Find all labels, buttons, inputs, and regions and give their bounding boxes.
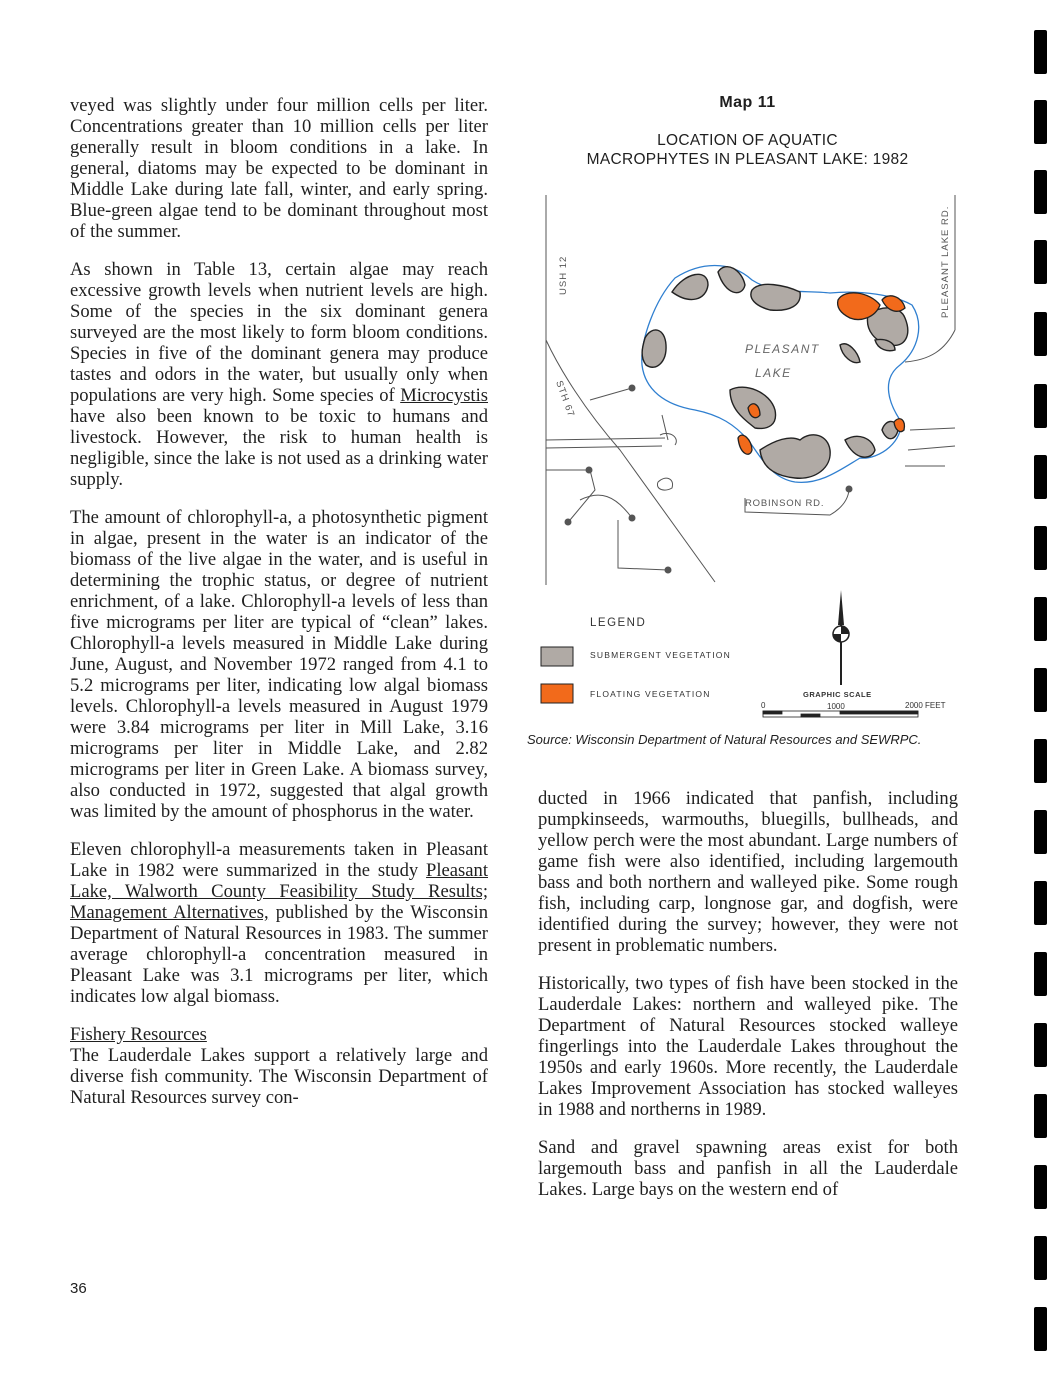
label-pleasant-lake-rd: PLEASANT LAKE RD. — [940, 205, 951, 318]
left-text-column — [70, 95, 488, 1108]
pleasant-lake-map — [520, 180, 970, 730]
text-run: Eleven chlorophyll-a measurements taken in Pleasant Lake in 1982 were summarized in the study — [70, 839, 488, 881]
map-source-note: Source: Wisconsin Department of Natural Resources and SEWRPC. — [527, 732, 922, 747]
microcystis-term: Microcystis — [400, 385, 488, 406]
small-channel — [660, 415, 676, 445]
submergent-patch — [845, 436, 875, 457]
paragraph-fish-community: The Lauderdale Lakes support a relatively large and diverse fish community. The Wisconsin Department of Natural Resources survey con- — [70, 1045, 488, 1108]
submergent-patch — [672, 274, 708, 299]
binding-tab — [1034, 952, 1047, 996]
scale-title: GRAPHIC SCALE — [803, 690, 872, 699]
floating-patch — [738, 435, 752, 454]
road-endpoint — [665, 567, 672, 574]
small-pond — [657, 478, 672, 490]
submergent-patch — [642, 330, 666, 367]
paragraph-fish-survey: ducted in 1966 indicated that panfish, including pumpkinseeds, warmouths, bluegills, bullheads, and yellow perch were the most abundant. Large numbers of game fish were also identified, including largemouth bass and both northern and walleyed pike. Some rough fish, including carp, longnose gar, and dogfish, were identified during the survey; however, they were not present in problematic numbers. — [538, 788, 958, 956]
road-endpoint — [586, 467, 593, 474]
road-endpoint — [565, 519, 572, 526]
road-endpoint — [629, 385, 636, 392]
heading-fishery-resources: Fishery Resources — [70, 1024, 207, 1045]
section-fishery — [70, 1024, 488, 1108]
submergent-patch — [751, 284, 800, 310]
paragraph-algae-growth — [70, 259, 488, 490]
east-shore-roads — [905, 428, 955, 466]
legend-submergent-swatch — [541, 647, 573, 666]
map-title-line2: MACROPHYTES IN PLEASANT LAKE: 1982 — [586, 151, 909, 168]
submergent-patch — [718, 267, 745, 293]
legend-floating-label: FLOATING VEGETATION — [590, 689, 711, 699]
binding-tab — [1034, 312, 1047, 356]
map-title — [530, 131, 965, 169]
north-arrow-icon — [833, 590, 849, 685]
binding-tab — [1034, 1023, 1047, 1067]
binding-tab — [1034, 240, 1047, 284]
pleasant-lake-road-bend — [905, 330, 955, 362]
binding-tab — [1034, 170, 1047, 214]
page-number: 36 — [70, 1280, 87, 1297]
binding-tab — [1034, 1236, 1047, 1280]
text-run: have also been known to be toxic to humans and livestock. However, the risk to human health is negligible, since the lake is not used as a drinking water supply. — [70, 406, 488, 490]
legend-submergent-label: SUBMERGENT VEGETATION — [590, 650, 731, 660]
binding-tab — [1034, 668, 1047, 712]
map-title-line1: LOCATION OF AQUATIC — [657, 132, 838, 149]
legend-title: LEGEND — [590, 617, 647, 629]
study-title: Pleasant Lake, Walworth County Feasibility Study Results; Management Alternatives, — [70, 860, 488, 923]
text-run: published by the Wisconsin Department of Natural Resources in 1983. The summer average chlorophyll-a concentration measured in Pleasant Lake was 3.1 micrograms per liter, which indicates low algal biomass. — [70, 902, 488, 1007]
road-endpoint — [629, 515, 636, 522]
scale-bar — [763, 711, 918, 717]
binding-tab — [1034, 455, 1047, 499]
road-endpoint — [846, 486, 853, 493]
side-road-west — [546, 470, 595, 520]
east-west-road — [546, 438, 665, 448]
binding-tab — [1034, 739, 1047, 783]
paragraph-chlorophyll: The amount of chlorophyll-a, a photosynthetic pigment in algae, present in the water is an indicator of the biomass of the live algae in the water, and is useful in determining the trophic status, or degree of nutrient enrichment, of a lake. Chlorophyll-a levels of less than five micrograms per liter are typical of “clean” lakes. Chlorophyll-a levels measured in Middle Lake during June, August, and November 1972 ranged from 4.1 to 5.2 micrograms per liter, indicating low algal biomass levels. Chlorophyll-a levels measured in August 1979 were 3.84 micrograms per liter in Mill Lake, 3.16 micrograms per liter in Middle Lake, and 2.82 micrograms per liter in Green Lake. A biomass survey, also conducted in 1972, suggested that algal growth was limited by the amount of phosphorus in the water. — [70, 507, 488, 822]
scale-mid: 1000 — [827, 702, 845, 711]
binding-tab — [1034, 1094, 1047, 1138]
binding-tab — [1034, 384, 1047, 428]
label-lake-name-2: LAKE — [755, 366, 792, 380]
paragraph-fish-stocking: Historically, two types of fish have been stocked in the Lauderdale Lakes: northern and walleyed pike. The Department of Natural Resources stocked walleye fingerlings into the Lauderdale Lakes throughout the 1950s and early 1960s. More recently, the Lauderdale Lakes Improvement Association has stocked walleyes in 1988 and northerns in 1989. — [538, 973, 958, 1120]
binding-tab — [1034, 810, 1047, 854]
paragraph-pleasant-lake-chlorophyll — [70, 839, 488, 1007]
label-lake-name-1: PLEASANT — [745, 342, 820, 356]
binding-tab — [1034, 881, 1047, 925]
binding-tab — [1034, 1307, 1047, 1351]
submergent-patch — [760, 435, 830, 478]
label-robinson-rd: ROBINSON RD. — [745, 498, 825, 509]
paragraph-algae-cells: veyed was slightly under four million cells per liter. Concentrations greater than 10 million cells per liter generally result in bloom conditions in a lake. In general, diatoms may be expected to be dominant in Middle Lake during late fall, winter, and early spring. Blue-green algae tend to be dominant throughout most of the summer. — [70, 95, 488, 242]
paragraph-spawning: Sand and gravel spawning areas exist for both largemouth bass and panfish in all the Lauderdale Lakes. Large bays on the western end of — [538, 1137, 958, 1200]
sth-67-road — [546, 340, 715, 582]
right-text-column — [538, 788, 958, 1217]
binding-tab — [1034, 526, 1047, 570]
binding-tab — [1034, 30, 1047, 74]
text-run: As shown in Table 13, certain algae may reach excessive growth levels when nutrient levels are high. Some of the species in the six dominant genera surveyed are the most likely to form bloom conditions. Species in five of the dominant genera may produce tastes and odors in the water, but usually only when populations are very high. Some species of — [70, 259, 488, 406]
label-ush-12: USH 12 — [558, 255, 569, 295]
submergent-patch — [840, 344, 860, 363]
binding-tab — [1034, 597, 1047, 641]
binding-tab — [1034, 100, 1047, 144]
driveway-west — [590, 388, 632, 400]
map-number: Map 11 — [719, 94, 776, 111]
label-sth-67: STH 67 — [553, 379, 577, 419]
binding-tab — [1034, 1165, 1047, 1209]
legend-floating-swatch — [541, 684, 573, 703]
scale-end: 2000 FEET — [905, 701, 946, 710]
side-road-south — [618, 520, 668, 570]
scale-zero: 0 — [761, 701, 766, 710]
